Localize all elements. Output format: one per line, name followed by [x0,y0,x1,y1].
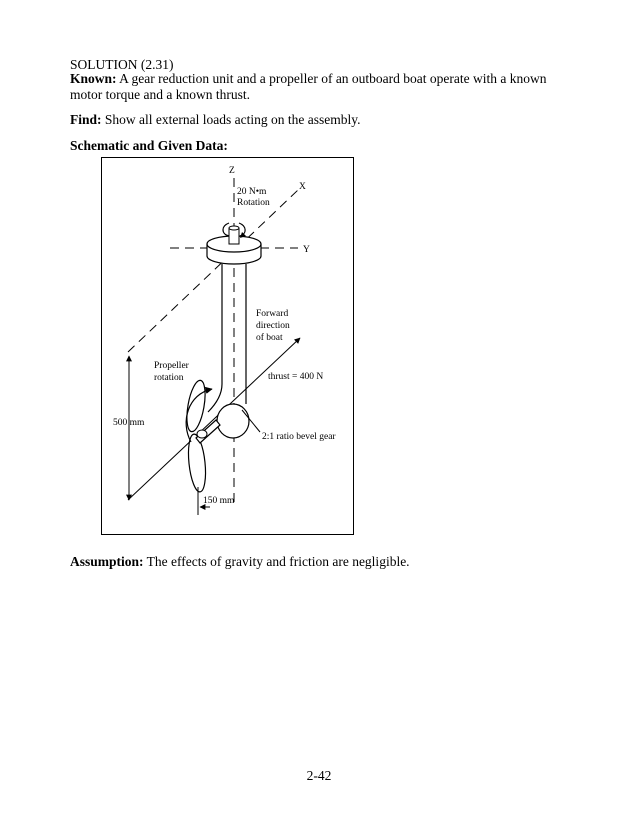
propeller-blade-lower [186,433,208,492]
schematic-heading: Schematic and Given Data: [70,138,228,153]
rotation-label: Rotation [237,198,270,208]
offset-dimension-label: 150 mm [203,496,235,506]
page-number: 2-42 [306,768,332,783]
propeller-rotation-label-line2: rotation [154,373,184,383]
bevel-gear-label: 2:1 ratio bevel gear [262,432,336,442]
propeller-blade-upper [184,379,209,433]
assumption-paragraph [70,554,410,570]
known-text: A gear reduction unit and a propeller of an outboard boat operate with a known motor torque and a known thrust. [70,71,547,102]
find-text: Show all external loads acting on the assembly. [101,112,361,127]
assumption-label: Assumption: [70,554,144,569]
x-axis-label: X [299,182,306,192]
known-label: Known: [70,71,117,86]
y-axis-label: Y [303,245,310,255]
forward-label-line3: of boat [256,333,283,343]
thrust-label: thrust = 400 N [268,372,324,382]
height-dimension-label: 500 mm [113,418,145,428]
torque-label: 20 N•m [237,187,267,197]
forward-label-line2: direction [256,321,290,331]
housing-elbow [208,384,222,412]
find-label: Find: [70,112,102,127]
propeller-rotation-label-line1: Propeller [154,361,189,371]
forward-label-line1: Forward [256,309,289,319]
z-axis-label: Z [229,166,235,176]
propeller-hub-center [197,430,207,438]
input-shaft-top [229,226,239,230]
assumption-text: The effects of gravity and friction are negligible. [143,554,410,569]
solution-title: SOLUTION (2.31) [70,57,174,72]
bevel-gear-hub [217,404,249,438]
